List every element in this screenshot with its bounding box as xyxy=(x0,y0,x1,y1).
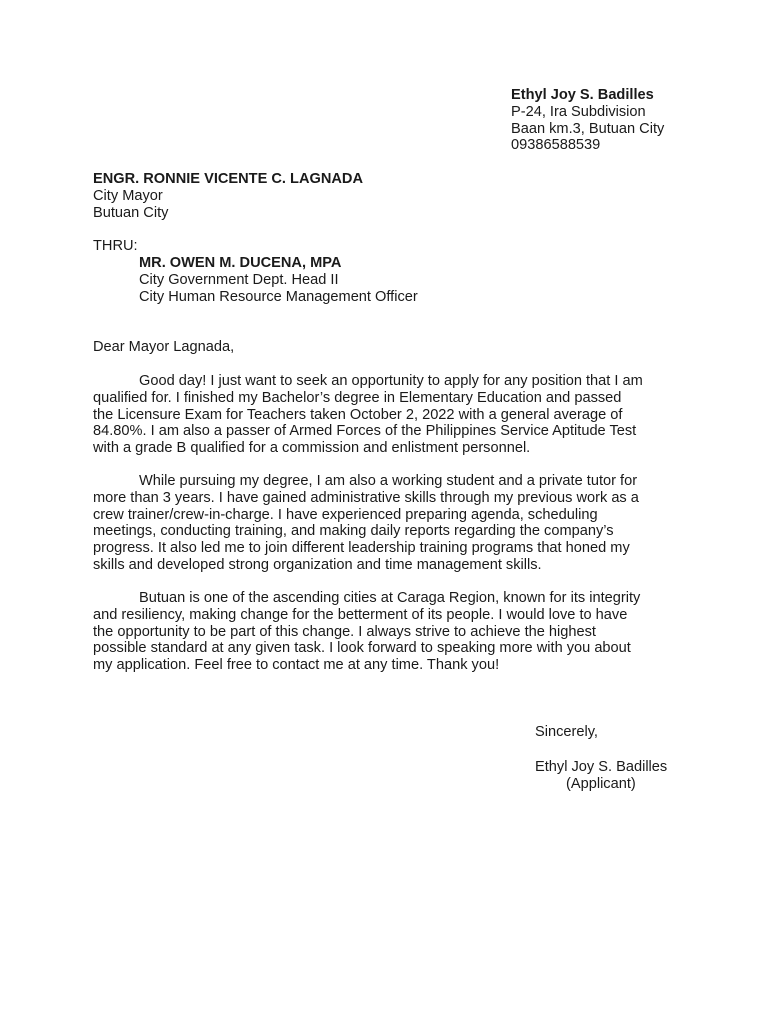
salutation-text: Dear Mayor Lagnada, xyxy=(93,339,235,355)
thru-label-text: THRU: xyxy=(93,238,138,254)
paragraph-line: While pursuing my degree, I am also a working student and a private tutor for xyxy=(139,473,638,489)
signature-name: Ethyl Joy S. Badilles xyxy=(535,759,668,775)
body-paragraph-3 xyxy=(93,590,683,674)
sender-name: Ethyl Joy S. Badilles xyxy=(511,87,654,103)
closing-text: Sincerely, xyxy=(535,724,598,740)
paragraph-line: Good day! I just want to seek an opportunity to apply for any position that I am xyxy=(139,373,643,389)
body-paragraph-1 xyxy=(93,373,683,457)
sender-address-block xyxy=(511,87,664,154)
paragraph-line: the Licensure Exam for Teachers taken October 2, 2022 with a general average of xyxy=(93,406,623,423)
thru-title-2: City Human Resource Management Officer xyxy=(139,288,418,305)
signature-block xyxy=(535,759,667,793)
recipient-name: ENGR. RONNIE VICENTE C. LAGNADA xyxy=(93,171,363,187)
paragraph-line: more than 3 years. I have gained administrative skills through my previous work as a xyxy=(93,489,639,506)
paragraph-line: and resiliency, making change for the betterment of its people. I would love to have xyxy=(93,606,628,623)
signature-role: (Applicant) xyxy=(566,775,636,792)
sender-address-line-2: Baan km.3, Butuan City xyxy=(511,120,665,137)
paragraph-line: qualified for. I finished my Bachelor’s degree in Elementary Education and passed xyxy=(93,389,622,406)
paragraph-line: 84.80%. I am also a passer of Armed Forces of the Philippines Service Aptitude Test xyxy=(93,423,637,440)
recipient-address-block xyxy=(93,171,363,221)
thru-recipient-block xyxy=(139,255,418,305)
paragraph-line: progress. It also led me to join different leadership training programs that honed my xyxy=(93,540,630,557)
closing xyxy=(535,724,598,741)
paragraph-line: the opportunity to be part of this change. I always strive to achieve the highest xyxy=(93,623,596,640)
paragraph-line: skills and developed strong organization and time management skills. xyxy=(93,556,542,573)
paragraph-line: my application. Feel free to contact me at any time. Thank you! xyxy=(93,657,500,674)
paragraph-line: meetings, conducting training, and making daily reports regarding the company’s xyxy=(93,523,614,540)
body-paragraph-2 xyxy=(93,473,683,574)
paragraph-line: with a grade B qualified for a commission and enlistment personnel. xyxy=(93,440,531,457)
recipient-city: Butuan City xyxy=(93,204,169,221)
salutation xyxy=(93,339,234,356)
paragraph-line: crew trainer/crew-in-charge. I have experienced preparing agenda, scheduling xyxy=(93,506,598,523)
sender-phone: 09386588539 xyxy=(511,137,601,154)
paragraph-line: possible standard at any given task. I look forward to speaking more with you about xyxy=(93,640,631,657)
sender-address-line-1: P-24, Ira Subdivision xyxy=(511,103,646,120)
thru-name: MR. OWEN M. DUCENA, MPA xyxy=(139,255,342,271)
paragraph-line: Butuan is one of the ascending cities at Caraga Region, known for its integrity xyxy=(139,590,641,606)
recipient-title: City Mayor xyxy=(93,187,163,204)
thru-label xyxy=(93,238,138,255)
thru-title-1: City Government Dept. Head II xyxy=(139,271,339,288)
